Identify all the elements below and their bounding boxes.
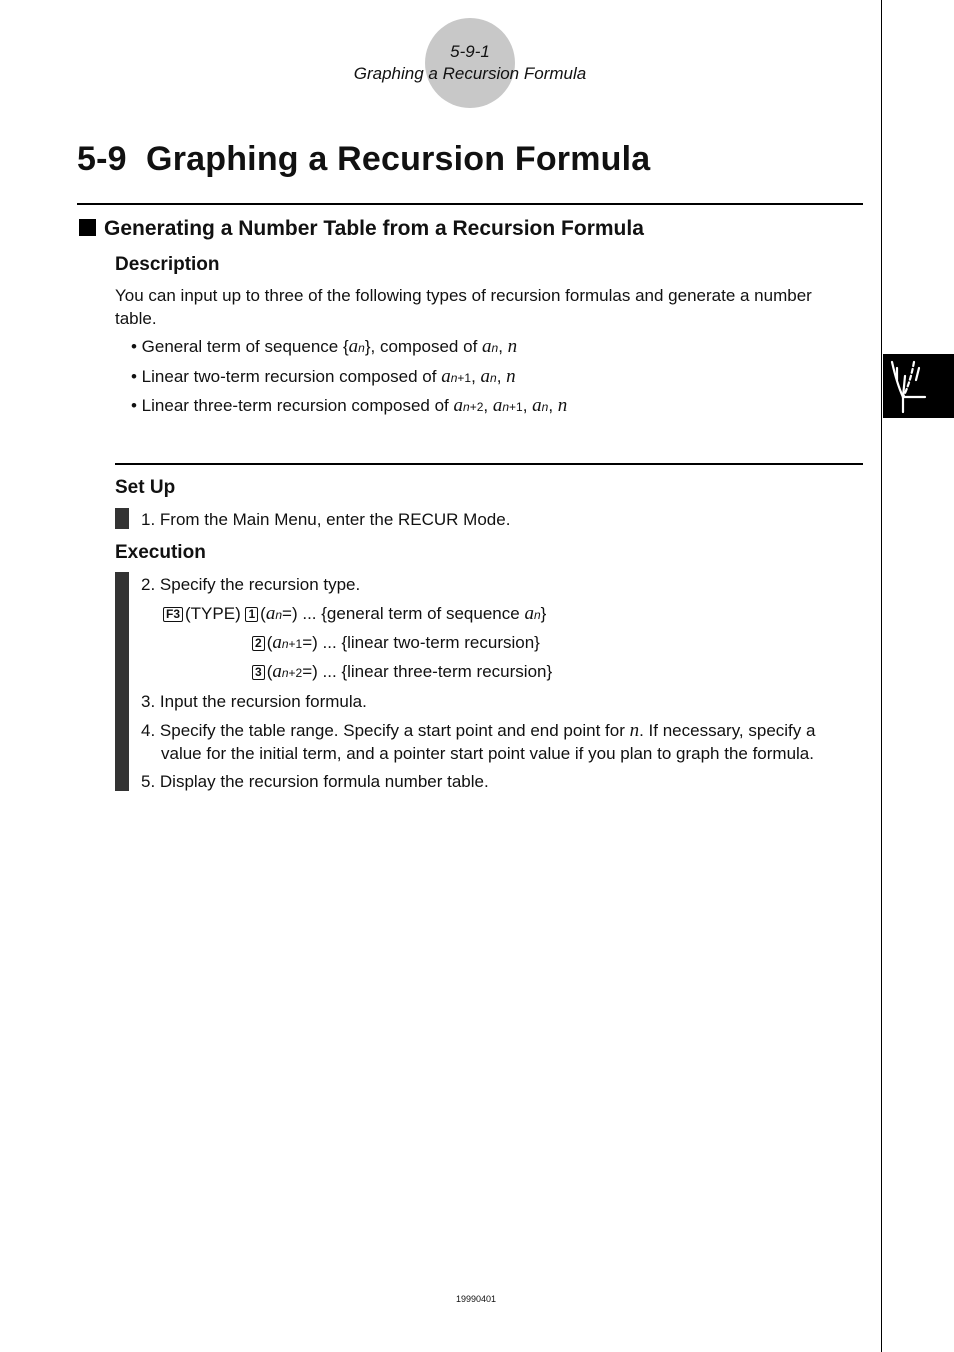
f3-key: F3 (163, 607, 183, 622)
description-text-line2: table. (115, 309, 157, 328)
execution-step-3: 3. Input the recursion formula. (141, 692, 367, 711)
description-heading: Description (115, 254, 220, 275)
bullet-two-term: • Linear two-term recursion composed of an+1, an, n (131, 366, 516, 387)
bullet-general-term: • General term of sequence {an}, composed of an, n (131, 336, 518, 357)
square-bullet-icon (79, 219, 96, 236)
key-3: 3 (252, 665, 265, 680)
type-option-three-term: 3 (an+2=) ... {linear three-term recursion} (252, 660, 552, 685)
chapter-title: Graphing a Recursion Formula (146, 140, 651, 178)
section-title: Generating a Number Table from a Recursion Formula (104, 217, 644, 240)
chapter-number: 5-9 (77, 140, 127, 178)
key-2: 2 (252, 636, 265, 651)
setup-rule (115, 463, 863, 465)
running-title: Graphing a Recursion Formula (353, 64, 587, 83)
section-heading (79, 217, 644, 241)
chapter-heading (77, 140, 650, 179)
margin-rule (881, 0, 882, 1352)
recursion-graph-icon (883, 354, 954, 418)
execution-step-4-line2: value for the initial term, and a pointer start point value if you plan to graph the formula. (161, 744, 814, 763)
execution-heading: Execution (115, 542, 206, 563)
setup-step-1: 1. From the Main Menu, enter the RECUR Mode. (141, 510, 511, 529)
chapter-tab (883, 354, 954, 418)
heading-rule (77, 203, 863, 205)
execution-step-4: 4. Specify the table range. Specify a start point and end point for n. If necessary, specify a (141, 720, 816, 741)
setup-step-bar (115, 508, 129, 529)
page-number-circle (425, 18, 515, 108)
execution-step-2: 2. Specify the recursion type. (141, 575, 361, 594)
key-1: 1 (245, 607, 258, 622)
type-option-general: F3 (TYPE) 1 (an=) ... {general term of sequence an} (163, 602, 546, 627)
footer-code: 19990401 (455, 1294, 497, 1304)
type-option-two-term: 2 (an+1=) ... {linear two-term recursion} (252, 631, 540, 656)
bullet-three-term: • Linear three-term recursion composed of an+2, an+1, an, n (131, 395, 568, 416)
description-text-line1: You can input up to three of the following types of recursion formulas and generate a number (115, 286, 812, 305)
execution-steps-bar (115, 572, 129, 791)
page-number: 5-9-1 (450, 42, 490, 61)
execution-step-5: 5. Display the recursion formula number table. (141, 772, 489, 791)
setup-heading: Set Up (115, 477, 176, 498)
